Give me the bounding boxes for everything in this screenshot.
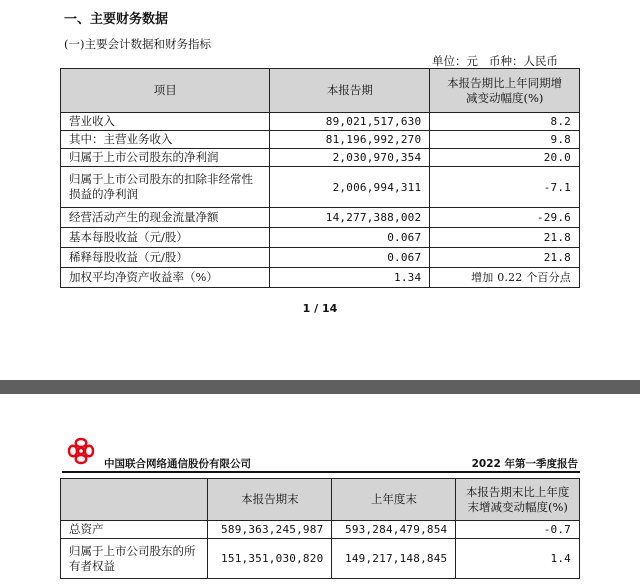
row-current: 89,021,517,630 — [270, 113, 430, 131]
row-prior: 149,217,148,845 — [332, 539, 456, 579]
table-header-row — [61, 69, 580, 113]
row-prior: 593,284,479,854 — [332, 521, 456, 539]
row-current: 2,006,994,311 — [270, 167, 430, 208]
row-change: 21.8 — [430, 228, 580, 248]
row-item: 经营活动产生的现金流量净额 — [61, 208, 270, 228]
page-divider — [0, 380, 640, 394]
table-row — [61, 149, 580, 167]
table-row — [61, 167, 580, 208]
row-item: 归属于上市公司股东的扣除非经常性损益的净利润 — [61, 167, 270, 208]
sub-title: (一)主要会计数据和财务指标 — [64, 37, 211, 51]
row-current: 151,351,030,820 — [208, 539, 332, 579]
header-item: 项目 — [61, 69, 270, 113]
row-current: 81,196,992,270 — [270, 131, 430, 149]
row-change: -0.7 — [456, 521, 580, 539]
page-gap — [0, 330, 640, 380]
table-row — [61, 268, 580, 288]
row-change: -7.1 — [430, 167, 580, 208]
row-item: 稀释每股收益（元/股） — [61, 248, 270, 268]
page-number: 1 / 14 — [302, 302, 338, 315]
table-row — [61, 521, 580, 539]
company-name: 中国联合网络通信股份有限公司 — [104, 458, 251, 470]
table-row — [61, 228, 580, 248]
header-prior-year-end: 上年度末 — [332, 479, 456, 521]
table-row — [61, 208, 580, 228]
table-row — [61, 131, 580, 149]
row-current: 0.067 — [270, 248, 430, 268]
row-change: -29.6 — [430, 208, 580, 228]
row-change: 1.4 — [456, 539, 580, 579]
unit-currency-line: 单位：元 币种：人民币 — [432, 54, 558, 68]
row-item: 其中：主营业务收入 — [61, 131, 270, 149]
row-item: 归属于上市公司股东的所有者权益 — [61, 539, 208, 579]
report-title: 2022 年第一季度报告 — [471, 458, 578, 470]
report-page-2 — [0, 394, 640, 586]
row-current: 589,363,245,987 — [208, 521, 332, 539]
table-row — [61, 248, 580, 268]
table-header-row — [61, 479, 580, 521]
row-current: 0.067 — [270, 228, 430, 248]
china-unicom-knot-logo-icon — [66, 436, 96, 466]
row-item: 总资产 — [61, 521, 208, 539]
row-current: 2,030,970,354 — [270, 149, 430, 167]
row-current: 1.34 — [270, 268, 430, 288]
row-item: 归属于上市公司股东的净利润 — [61, 149, 270, 167]
row-item: 基本每股收益（元/股） — [61, 228, 270, 248]
section-title: 一、主要财务数据 — [64, 12, 169, 27]
row-change: 9.8 — [430, 131, 580, 149]
row-change: 增加 0.22 个百分点 — [430, 268, 580, 288]
row-item: 加权平均净资产收益率（%） — [61, 268, 270, 288]
row-change: 21.8 — [430, 248, 580, 268]
header-rule — [62, 471, 580, 473]
row-item: 营业收入 — [61, 113, 270, 131]
header-current-period: 本报告期 — [270, 69, 430, 113]
header-change: 本报告期末比上年度末增减变动幅度(%) — [456, 479, 580, 521]
header-change: 本报告期比上年同期增减变动幅度(%) — [430, 69, 580, 113]
row-change: 8.2 — [430, 113, 580, 131]
table-row — [61, 113, 580, 131]
row-change: 20.0 — [430, 149, 580, 167]
balance-sheet-table — [60, 478, 580, 579]
main-financial-data-table — [60, 68, 580, 288]
row-current: 14,277,388,002 — [270, 208, 430, 228]
header-item — [61, 479, 208, 521]
table-row — [61, 539, 580, 579]
header-period-end: 本报告期末 — [208, 479, 332, 521]
